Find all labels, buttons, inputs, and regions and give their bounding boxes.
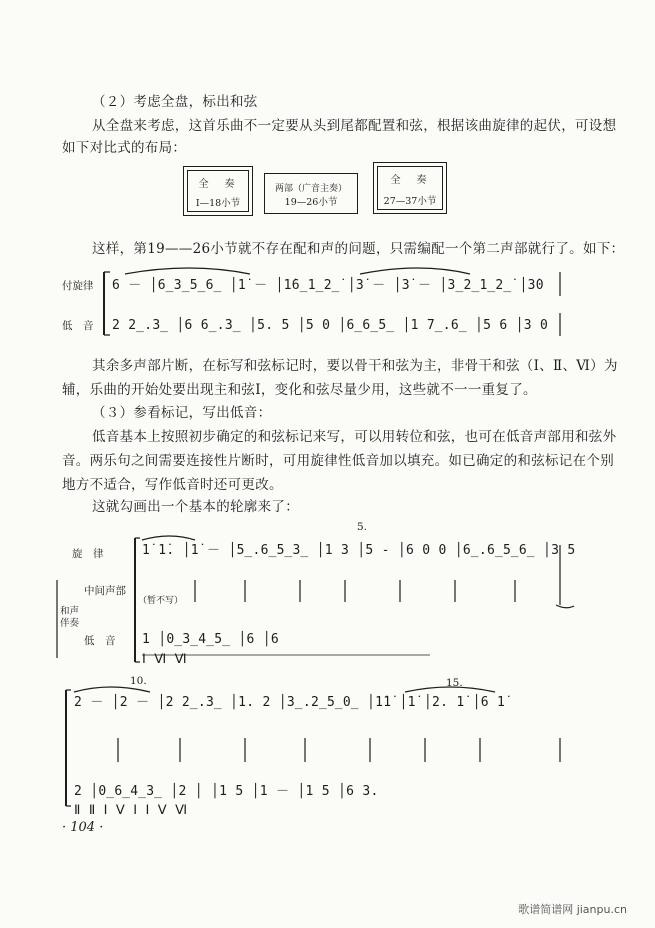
page-number: · 104 · — [62, 820, 104, 835]
score1-label-middle-note: （暂不写） — [138, 596, 184, 606]
score2-measure-number-15: 15. — [446, 677, 463, 689]
layout-box-range: Ⅰ—18小节 — [195, 198, 241, 209]
score2-melody: 2 － │2 － │2 2̲.3̲ │1. 2 │3̲.2̲5̲0̲ │1̇1̇ │1̇ │2. 1̇ │6 1̇ — [74, 695, 506, 710]
score2-measure-number-10: 10. — [130, 675, 147, 687]
section3-para-line3: 地方不适合，写作低音时还可更改。 — [62, 477, 283, 493]
section2-para-line1: 从全盘来考虑，这首乐曲不一定要从头到尾都配置和弦，根据该曲旋律的起伏，可设想 — [92, 118, 617, 134]
section2-heading: （２）考虑全盘，标出和弦 — [92, 94, 258, 110]
excerpt1-countermelody: 6 － │6̲3̲5̲6̲ │1̇ － │1̇6̲1̲2̲̇ │3̇ － │3̇ － │3̲2̲1̲2̲̇ │3̇0 — [112, 278, 544, 293]
score1-measure-number: 5. — [357, 521, 368, 533]
section3-para-line1: 低音基本上按照初步确定的和弦标记来写，可以用转位和弦，也可在低音声部用和弦外 — [92, 429, 617, 445]
layout-box-range: 27—37小节 — [383, 196, 437, 207]
layout-box-range: 19—26小节 — [284, 197, 338, 208]
para2: 这样，第19——26小节就不存在配和声的问题，只需编配一个第二声部就行了。如下： — [92, 241, 625, 257]
score2-bass-chords: Ⅱ Ⅱ Ⅰ Ⅴ Ⅰ Ⅰ Ⅴ Ⅵ — [74, 803, 188, 818]
score1-melody: 1̇ 1̇. │1̇ － │5̲.6̲5̲3̲ │1 3 │5 ‐ │6 0 0 │6̲.6̲5̲6̲ │3 5 — [142, 543, 576, 558]
para3-line1: 其余多声部片断，在标写和弦标记时，要以骨干和弦为主，非骨干和弦（Ⅰ、Ⅱ、Ⅵ）为 — [92, 358, 618, 374]
excerpt1-bass: 2 2̲.3̲ │6 6̲.3̲ │5. 5 │5 0 │6̲6̲5̲ │1 7̲.6̲ │5 6 │3 0 — [112, 318, 549, 333]
layout-box-title: 全 奏 — [198, 179, 238, 190]
section3-para-line4: 这就勾画出一个基本的轮廓来了： — [92, 499, 299, 515]
layout-box-title: 全 奏 — [390, 175, 430, 186]
score1-label-group: 和声伴奏 — [60, 606, 80, 629]
score1-label-bass: 低 音 — [84, 635, 116, 647]
score1-label-middle: 中间声部 — [84, 585, 126, 597]
excerpt1-label-bass: 低 音 — [62, 320, 94, 332]
section3-heading: （３）参看标记，写出低音： — [92, 405, 272, 421]
excerpt1-label-countermelody: 付旋律 — [62, 280, 94, 292]
score1-label-melody: 旋 律 — [72, 548, 104, 560]
score1-bass-chords: Ⅰ Ⅵ Ⅵ — [142, 652, 187, 667]
layout-box-title: 两部（广音主奏） — [274, 184, 347, 194]
score2-bass: 2 │0̲6̲4̲3̲ │2 │ │1 5 │1 － │1 5 │6 3. — [74, 784, 379, 799]
section3-para-line2: 音。两乐句之间需要连接性片断时，可用旋律性低音加以填充。如已确定的和弦标记在个别 — [62, 453, 614, 469]
watermark: 歌谱简谱网 jianpu.cn — [518, 903, 627, 916]
para3-line2: 辅，乐曲的开始处要出现主和弦Ⅰ，变化和弦尽量少用，这些就不一一重复了。 — [62, 382, 537, 398]
score1-bass: 1 │0̲3̲4̲5̲ │6 │6 — [142, 632, 279, 647]
section2-para-line2: 如下对比式的布局： — [62, 140, 187, 156]
